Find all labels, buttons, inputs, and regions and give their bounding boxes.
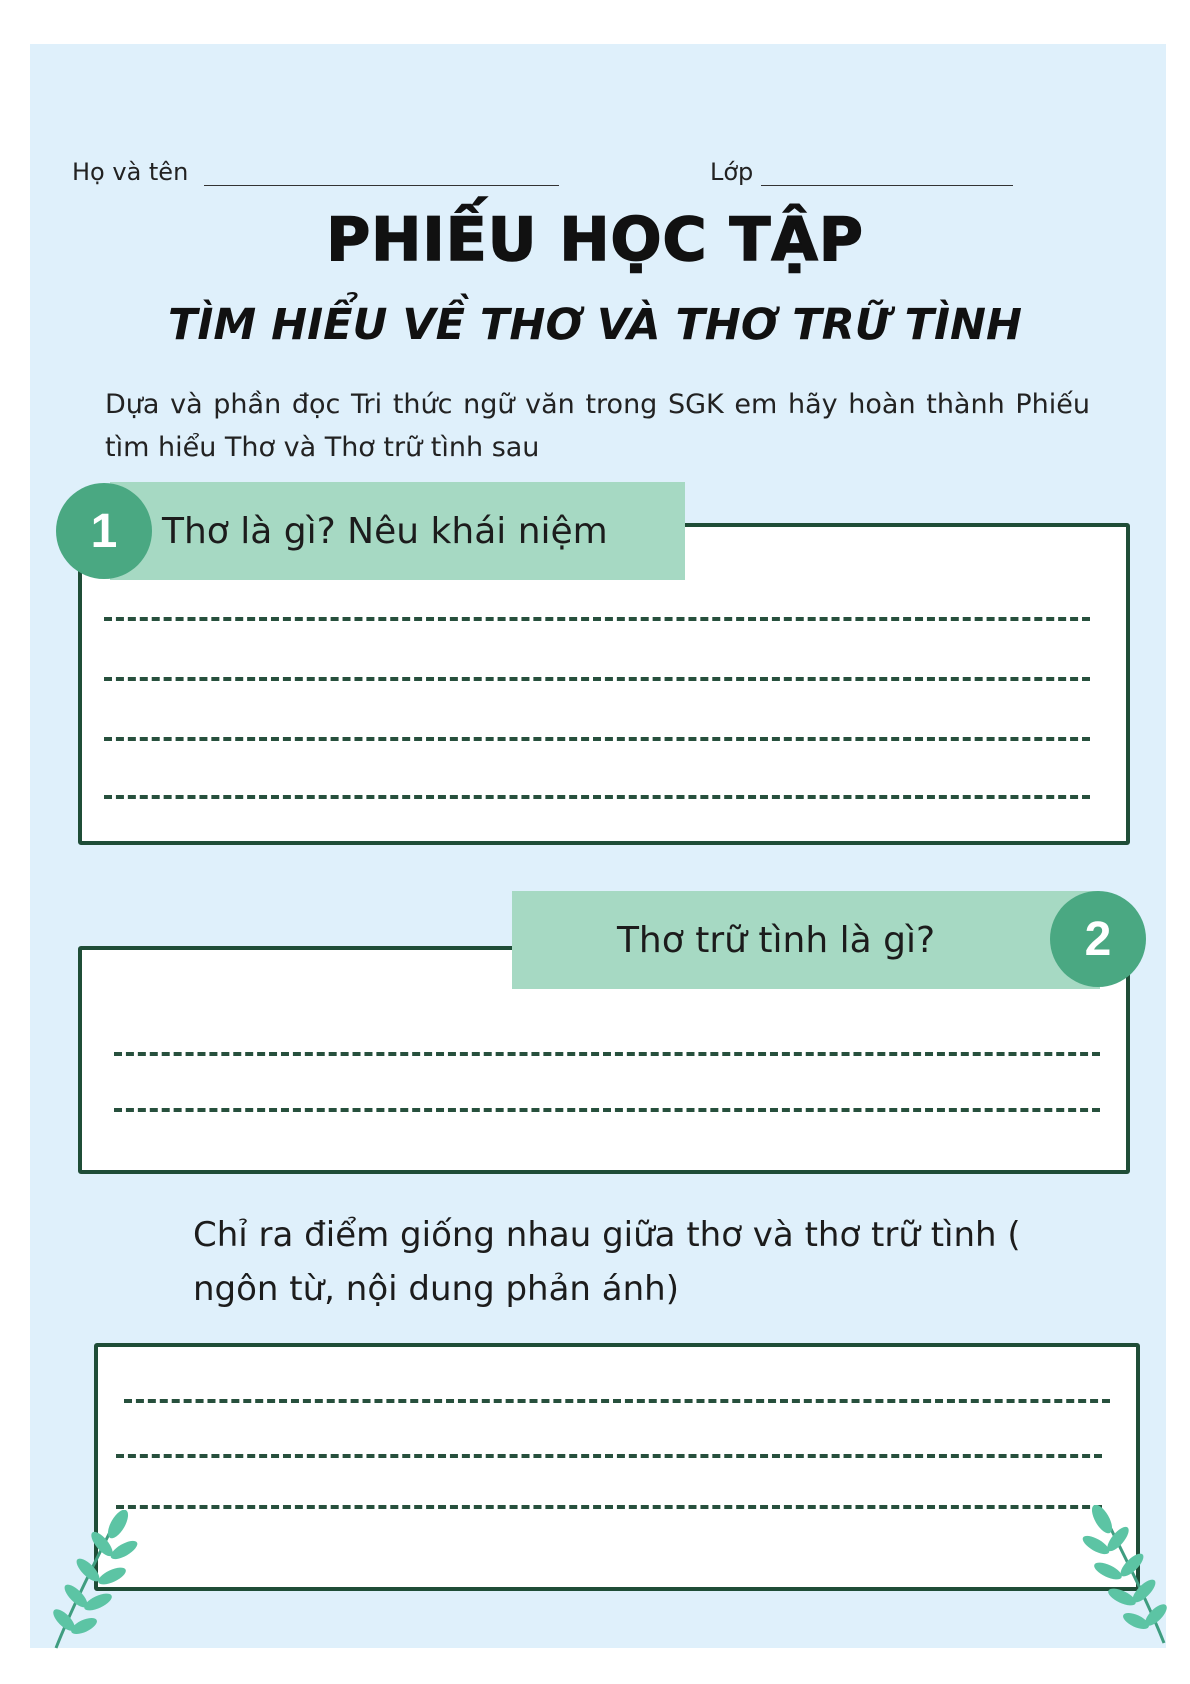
answer-line[interactable] <box>104 795 1090 799</box>
name-label: Họ và tên <box>72 158 189 186</box>
name-blank[interactable] <box>204 163 559 186</box>
class-label: Lớp <box>710 158 754 186</box>
leaf-branch-icon <box>36 1510 146 1650</box>
answer-line[interactable] <box>116 1454 1102 1458</box>
answer-line[interactable] <box>114 1108 1100 1112</box>
answer-line[interactable] <box>104 617 1090 621</box>
question-tag-1 <box>110 482 685 580</box>
section-number-1-badge: 1 <box>56 483 152 579</box>
answer-line[interactable] <box>116 1505 1102 1509</box>
answer-line[interactable] <box>124 1399 1110 1403</box>
answer-line[interactable] <box>104 737 1090 741</box>
answer-line[interactable] <box>104 677 1090 681</box>
question-tag-2 <box>512 891 1100 989</box>
instructions-text: Dựa và phần đọc Tri thức ngữ văn trong SGK em hãy hoàn thành Phiếu tìm hiểu Thơ và Thơ trữ tình sau <box>105 389 1090 463</box>
class-blank[interactable] <box>761 163 1013 186</box>
page-subtitle: TÌM HIỂU VỀ THƠ VÀ THƠ TRỮ TÌNH <box>168 300 1022 350</box>
leaf-branch-icon <box>1074 1505 1184 1645</box>
class-field[interactable] <box>710 158 1013 186</box>
question-1-text: Thơ là gì? Nêu khái niệm <box>162 510 608 552</box>
answer-box-3[interactable] <box>94 1343 1140 1591</box>
page-title: PHIẾU HỌC TẬP <box>326 205 864 275</box>
question-2-text: Thơ trữ tình là gì? <box>616 919 936 961</box>
section-number-2-badge: 2 <box>1050 891 1146 987</box>
answer-line[interactable] <box>114 1052 1100 1056</box>
question-3-text: Chỉ ra điểm giống nhau giữa thơ và thơ trữ tình ( ngôn từ, nội dung phản ánh) <box>193 1215 1021 1309</box>
name-field[interactable] <box>72 158 559 186</box>
